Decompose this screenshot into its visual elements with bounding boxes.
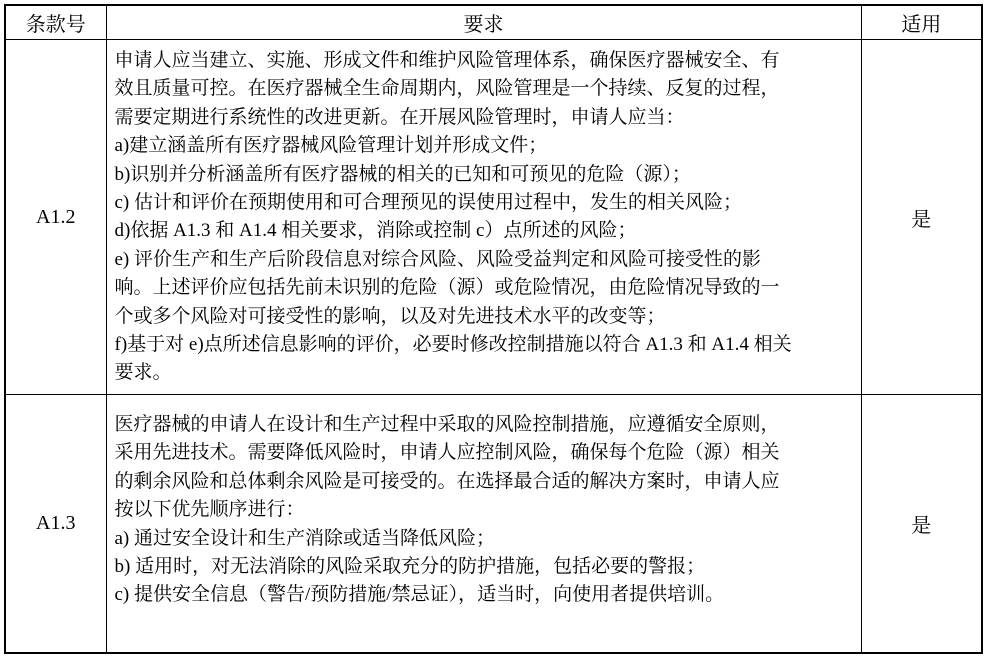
requirement-line: f)基于对 e)点所述信息影响的评价，必要时修改控制措施以符合 A1.3 和 A1.4 相关: [114, 334, 792, 356]
requirement-line: 效且质量可控。在医疗器械全生命周期内，风险管理是一个持续、反复的过程，: [114, 78, 780, 100]
applicable-cell: 是: [861, 40, 982, 395]
header-row: [5, 5, 982, 40]
requirement-line: a) 通过安全设计和生产消除或适当降低风险；: [114, 527, 496, 549]
requirement-line: c) 提供安全信息（警告/预防措施/禁忌证），适当时，向使用者提供培训。: [114, 584, 725, 606]
requirement-line: b) 适用时，对无法消除的风险采取充分的防护措施，包括必要的警报；: [114, 556, 706, 578]
header-clause-number: 条款号: [5, 5, 106, 40]
requirement-line: c) 估计和评价在预期使用和可合理预见的误使用过程中，发生的相关风险；: [114, 192, 743, 214]
requirement-line: a)建立涵盖所有医疗器械风险管理计划并形成文件；: [114, 135, 548, 157]
requirement-line: 申请人应当建立、实施、形成文件和维护风险管理体系，确保医疗器械安全、有: [114, 50, 780, 71]
applicable-cell: 是: [861, 395, 982, 654]
requirement-line: d)依据 A1.3 和 A1.4 相关要求，消除或控制 c）点所述的风险；: [114, 220, 637, 242]
requirement-line: 个或多个风险对可接受性的影响，以及对先进技术水平的改变等；: [114, 305, 666, 327]
requirement-cell: [106, 40, 861, 395]
header-applicable: 适用: [861, 5, 982, 40]
requirement-line: 的剩余风险和总体剩余风险是可接受的。在选择最合适的解决方案时，申请人应: [114, 470, 780, 492]
header-requirement: 要求: [106, 5, 861, 40]
requirement-line: 响。上述评价应包括先前未识别的危险（源）或危险情况，由危险情况导致的一: [114, 277, 780, 299]
table-row: [5, 40, 982, 395]
table-row: [5, 395, 982, 654]
clause-cell: A1.2: [5, 40, 106, 395]
requirement-line: 需要定期进行系统性的改进更新。在开展风险管理时，申请人应当：: [114, 106, 685, 128]
requirement-line: b)识别并分析涵盖所有医疗器械的相关的已知和可预见的危险（源）；: [114, 163, 691, 185]
requirement-line: e) 评价生产和生产后阶段信息对综合风险、风险受益判定和风险可接受性的影: [114, 248, 762, 270]
requirement-line: 要求。: [114, 362, 172, 384]
requirements-table: [4, 4, 983, 654]
clause-cell: A1.3: [5, 395, 106, 654]
requirement-line: 采用先进技术。需要降低风险时，申请人应控制风险，确保每个危险（源）相关: [114, 442, 780, 464]
requirement-line: 按以下优先顺序进行：: [114, 499, 305, 521]
requirement-cell: [106, 395, 861, 654]
requirement-line: 医疗器械的申请人在设计和生产过程中采取的风险控制措施，应遵循安全原则，: [114, 414, 780, 435]
